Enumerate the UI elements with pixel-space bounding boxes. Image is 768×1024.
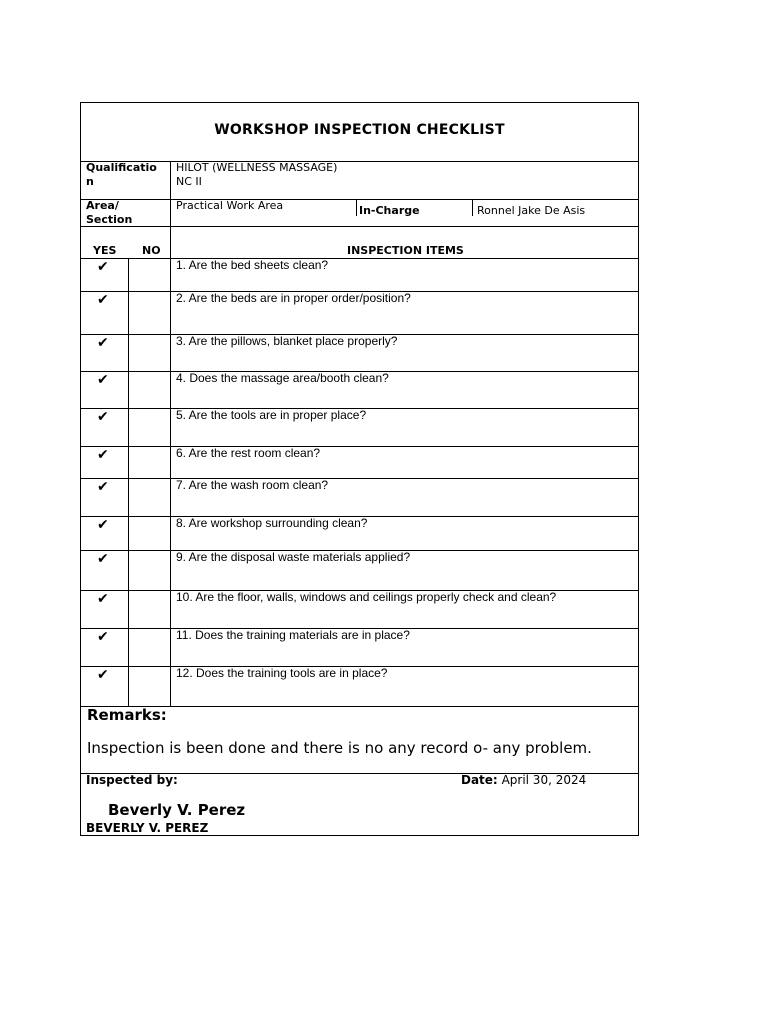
inspection-item-text: 4. Does the massage area/booth clean? <box>176 371 389 385</box>
inspection-item-text: 2. Are the beds are in proper order/position? <box>176 291 411 305</box>
date-label: Date: <box>461 773 498 787</box>
row-divider <box>81 446 638 447</box>
yes-check-mark: ✔ <box>97 551 109 567</box>
inspection-item-text: 12. Does the training tools are in place? <box>176 666 388 680</box>
yes-check-mark: ✔ <box>97 292 109 308</box>
inspection-checklist-document <box>80 102 639 836</box>
area-value: Practical Work Area <box>176 199 284 212</box>
inspection-item-text: 6. Are the rest room clean? <box>176 446 321 460</box>
yes-check-mark: ✔ <box>97 517 109 533</box>
yes-check-mark: ✔ <box>97 335 109 351</box>
yes-check-mark: ✔ <box>97 629 109 645</box>
row-divider <box>81 478 638 479</box>
area-label-line2: Section <box>86 213 133 226</box>
column-divider <box>472 200 473 216</box>
qualification-label-line1: Qualificatio <box>86 161 157 174</box>
incharge-label: In-Charge <box>359 204 420 217</box>
yes-check-mark: ✔ <box>97 479 109 495</box>
area-label-line1: Area/ <box>86 199 119 212</box>
incharge-value: Ronnel Jake De Asis <box>477 204 586 217</box>
qualification-label-line2: n <box>86 175 94 188</box>
date-value: April 30, 2024 <box>501 773 587 787</box>
inspection-items-header: INSPECTION ITEMS <box>347 244 464 257</box>
column-divider <box>128 258 129 706</box>
inspection-item-text: 9. Are the disposal waste materials applied? <box>176 550 411 564</box>
inspection-item-text: 8. Are workshop surrounding clean? <box>176 516 368 530</box>
inspection-item-text: 7. Are the wash room clean? <box>176 478 329 492</box>
column-divider <box>356 200 357 216</box>
inspection-item-text: 11. Does the training materials are in place? <box>176 628 410 642</box>
document-title: WORKSHOP INSPECTION CHECKLIST <box>214 122 505 138</box>
inspection-item-text: 10. Are the floor, walls, windows and ceilings properly check and clean? <box>176 590 557 604</box>
divider <box>81 258 638 259</box>
yes-check-mark: ✔ <box>97 591 109 607</box>
remarks-text: Inspection is been done and there is no any record o- any problem. <box>87 739 592 757</box>
qualification-value-line2: NC II <box>176 175 202 188</box>
inspector-signature: Beverly V. Perez <box>108 801 246 819</box>
inspection-item-text: 3. Are the pillows, blanket place properly? <box>176 334 398 348</box>
yes-check-mark: ✔ <box>97 409 109 425</box>
column-divider <box>170 161 171 706</box>
qualification-value-line1: HILOT (WELLNESS MASSAGE) <box>176 161 338 174</box>
yes-column-header: YES <box>93 244 117 257</box>
yes-check-mark: ✔ <box>97 372 109 388</box>
remarks-label: Remarks: <box>87 706 167 724</box>
no-column-header: NO <box>142 244 161 257</box>
inspector-name: BEVERLY V. PEREZ <box>86 821 209 835</box>
yes-check-mark: ✔ <box>97 447 109 463</box>
divider <box>81 161 638 162</box>
divider <box>81 226 638 227</box>
inspection-item-text: 1. Are the bed sheets clean? <box>176 258 329 272</box>
inspected-by-label: Inspected by: <box>86 773 178 787</box>
yes-check-mark: ✔ <box>97 667 109 683</box>
date-field <box>461 773 586 787</box>
divider <box>81 199 638 200</box>
inspection-item-text: 5. Are the tools are in proper place? <box>176 408 367 422</box>
yes-check-mark: ✔ <box>97 259 109 275</box>
